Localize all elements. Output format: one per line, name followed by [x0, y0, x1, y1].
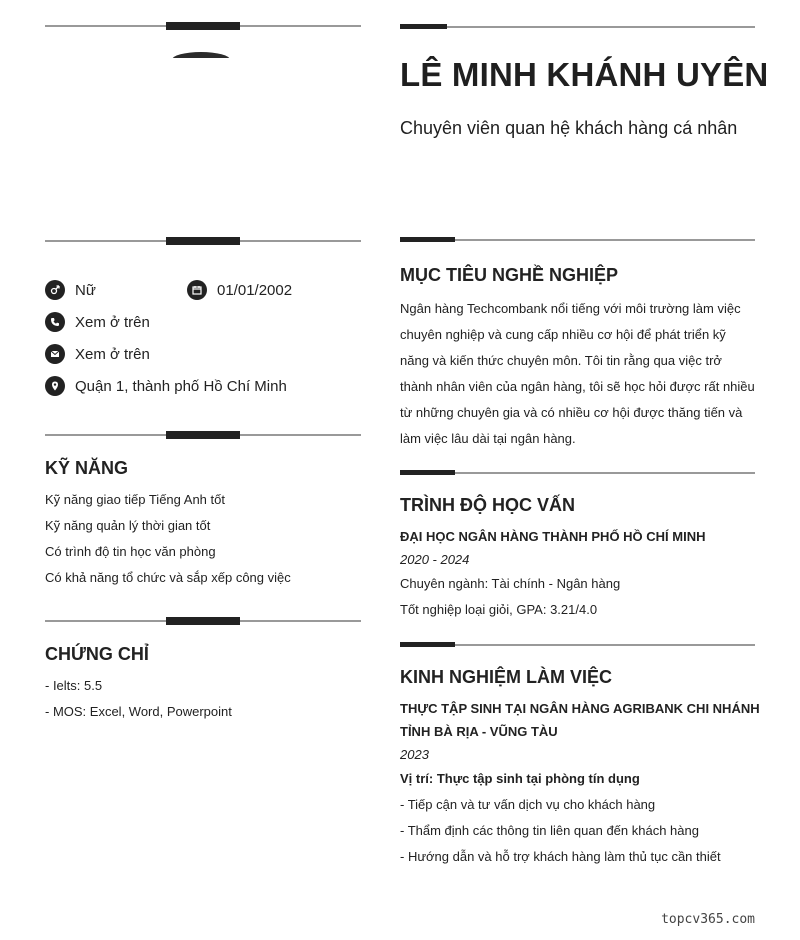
phone-value: Xem ở trên: [75, 313, 150, 331]
divider-info-left: [45, 240, 361, 242]
education-major: Chuyên ngành: Tài chính - Ngân hàng: [400, 576, 621, 591]
info-phone: [45, 312, 150, 332]
watermark-text: topcv365.com: [661, 912, 755, 927]
skill-item: Có khả năng tổ chức và sắp xếp công việc: [45, 570, 291, 585]
education-grade: Tốt nghiệp loại giỏi, GPA: 3.21/4.0: [400, 602, 598, 617]
gender-value: Nữ: [75, 281, 96, 299]
divider-top-left: [45, 25, 361, 27]
divider-top-right: [400, 26, 755, 28]
education-heading: TRÌNH ĐỘ HỌC VẤN: [400, 495, 575, 515]
phone-icon: [45, 312, 65, 332]
experience-task: - Tiếp cận và tư vấn dịch vụ cho khách hàng: [400, 797, 656, 812]
certificate-item: - MOS: Excel, Word, Powerpoint: [45, 704, 232, 719]
divider-certificates: [45, 620, 361, 622]
certificates-heading: CHỨNG CHỈ: [45, 644, 149, 664]
skill-item: Kỹ năng giao tiếp Tiếng Anh tốt: [45, 492, 225, 507]
divider-experience: [400, 644, 755, 646]
experience-position: Vị trí: Thực tập sinh tại phòng tín dụng: [400, 771, 640, 786]
experience-year: 2023: [400, 747, 429, 762]
certificate-item: - Ielts: 5.5: [45, 678, 103, 693]
email-value: Xem ở trên: [75, 345, 150, 363]
email-icon: [45, 344, 65, 364]
experience-heading: KINH NGHIỆM LÀM VIỆC: [400, 667, 613, 687]
school-name: ĐẠI HỌC NGÂN HÀNG THÀNH PHỐ HỒ CHÍ MINH: [400, 529, 706, 544]
divider-objective: [400, 239, 755, 241]
experience-task: - Hướng dẫn và hỗ trợ khách hàng làm thủ tục cần thiết: [400, 849, 721, 864]
info-email: [45, 344, 150, 364]
address-value: Quận 1, thành phố Hồ Chí Minh: [75, 377, 287, 395]
gender-icon: [45, 280, 65, 300]
location-icon: [45, 376, 65, 396]
info-address: [45, 376, 287, 396]
company-name: THỰC TẬP SINH TẠI NGÂN HÀNG AGRIBANK CHI NHÁNH: [400, 701, 760, 716]
experience-task: - Thẩm định các thông tin liên quan đến khách hàng: [400, 823, 699, 838]
birthdate-value: 01/01/2002: [217, 281, 293, 299]
objective-heading: MỤC TIÊU NGHỀ NGHIỆP: [400, 265, 619, 285]
skill-item: Có trình độ tin học văn phòng: [45, 544, 216, 559]
calendar-icon: [187, 280, 207, 300]
education-period: 2020 - 2024: [400, 552, 470, 567]
objective-text: Ngân hàng Techcombank nổi tiếng với môi trường làm việc chuyên nghiệp và cung cấp nhiều cơ hội để phát triển kỹ năng và kiến thức chuyên môn. Tôi tin rằng qua việc trở thành nhân viên của ngân hàng, tôi sẽ học hỏi được rất nhiều từ những chuyên gia và có nhiều cơ hội được thăng tiến và làm việc lâu dài tại ngân hàng.: [400, 301, 755, 446]
info-gender: [45, 280, 96, 300]
skill-item: Kỹ năng quản lý thời gian tốt: [45, 518, 211, 533]
info-birthdate: [187, 280, 292, 300]
company-name-cont: TỈNH BÀ RỊA - VŨNG TÀU: [400, 724, 558, 739]
candidate-name: LÊ MINH KHÁNH UYÊN: [400, 56, 769, 93]
divider-education: [400, 472, 755, 474]
photo-mask: [160, 58, 240, 68]
skills-heading: KỸ NĂNG: [45, 458, 129, 478]
job-title: Chuyên viên quan hệ khách hàng cá nhân: [400, 118, 738, 138]
divider-skills: [45, 434, 361, 436]
